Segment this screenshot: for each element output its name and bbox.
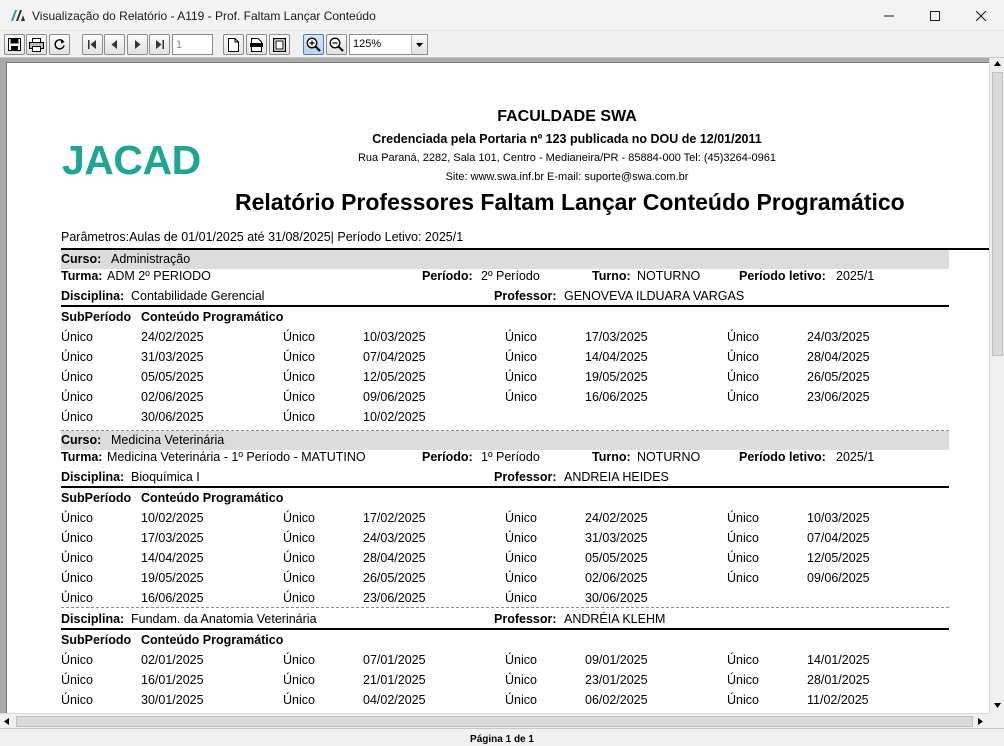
subperiodo-cell: Único (505, 350, 537, 364)
zoom-in-button[interactable] (303, 34, 324, 55)
table-row (61, 653, 949, 671)
subperiodo-cell: Único (727, 330, 759, 344)
date-cell: 07/01/2025 (363, 653, 426, 667)
professor-label: Professor: (494, 612, 557, 626)
vertical-scrollbar[interactable] (989, 58, 1004, 713)
curso-name: Administração (111, 252, 191, 266)
turma-row (61, 450, 949, 468)
save-icon (8, 38, 21, 51)
subperiodo-cell: Único (283, 551, 315, 565)
refresh-icon (53, 38, 66, 51)
date-cell: 24/02/2025 (141, 330, 204, 344)
last-page-icon (155, 40, 164, 49)
periodo-label: Período: (422, 269, 473, 283)
prev-page-icon (111, 40, 118, 49)
date-cell: 17/02/2025 (363, 511, 426, 525)
periodo-value: 1º Período (481, 450, 540, 464)
subperiodo-cell: Único (61, 551, 93, 565)
date-cell: 12/05/2025 (807, 551, 870, 565)
scroll-down-icon[interactable] (994, 703, 1001, 708)
table-header (61, 491, 949, 509)
date-cell: 16/06/2025 (585, 390, 648, 404)
section-divider (61, 607, 949, 608)
subperiodo-cell: Único (727, 551, 759, 565)
vertical-scroll-thumb[interactable] (992, 72, 1003, 356)
subperiodo-header: SubPeríodo (61, 310, 132, 324)
institution-address: Rua Paraná, 2282, Sala 101, Centro - Medianeira/PR - 85884-000 Tel: (45)3264-0961 (357, 152, 777, 164)
subperiodo-cell: Único (505, 693, 537, 707)
scrollbar-corner (989, 713, 1004, 728)
date-cell: 14/04/2025 (141, 551, 204, 565)
scroll-right-icon[interactable] (978, 718, 983, 725)
date-cell: 19/05/2025 (585, 370, 648, 384)
date-cell: 21/01/2025 (363, 673, 426, 687)
subperiodo-cell: Único (283, 571, 315, 585)
institution-site: Site: www.swa.inf.br E-mail: suporte@swa.com.br (445, 171, 689, 183)
subperiodo-cell: Único (61, 350, 93, 364)
whole-page-icon (273, 38, 286, 52)
turma-label: Turma: (61, 450, 103, 464)
turno-value: NOTURNO (637, 450, 701, 464)
date-cell: 17/03/2025 (585, 330, 648, 344)
date-cell: 10/03/2025 (807, 511, 870, 525)
date-cell: 10/03/2025 (363, 330, 426, 344)
whole-page-button[interactable] (269, 34, 290, 55)
periodo-letivo-label: Período letivo: (739, 269, 826, 283)
date-cell: 10/02/2025 (363, 410, 426, 424)
table-row (61, 693, 949, 711)
maximize-button[interactable] (912, 0, 958, 31)
date-cell: 23/01/2025 (585, 673, 648, 687)
date-cell: 28/04/2025 (363, 551, 426, 565)
professor-value: GENOVEVA ILDUARA VARGAS (564, 289, 745, 303)
periodo-letivo-label: Período letivo: (739, 450, 826, 464)
subperiodo-cell: Único (505, 531, 537, 545)
date-cell: 14/04/2025 (585, 350, 648, 364)
subperiodo-cell: Único (283, 390, 315, 404)
date-cell: 30/06/2025 (585, 591, 648, 605)
disciplina-value: Fundam. da Anatomia Veterinária (131, 612, 317, 626)
page-info: Página 1 de 1 (470, 734, 534, 745)
subperiodo-cell: Único (727, 693, 759, 707)
date-cell: 28/01/2025 (807, 673, 870, 687)
turno-label: Turno: (592, 450, 631, 464)
page-width-icon (250, 38, 263, 52)
table-row (61, 551, 949, 569)
close-icon (976, 11, 986, 21)
turma-row (61, 269, 949, 287)
curso-name: Medicina Veterinária (111, 433, 225, 447)
professor-value: ANDREIA HEIDES (564, 470, 669, 484)
print-icon (29, 38, 44, 52)
subperiodo-cell: Único (727, 673, 759, 687)
date-cell: 11/02/2025 (807, 693, 869, 707)
report-title: Relatório Professores Faltam Lançar Conteúdo Programático (235, 189, 905, 215)
subperiodo-cell: Único (505, 591, 537, 605)
professor-label: Professor: (494, 470, 557, 484)
subperiodo-cell: Único (283, 350, 315, 364)
institution-name: FACULDADE SWA (497, 108, 637, 125)
subperiodo-cell: Único (61, 591, 93, 605)
table-header (61, 310, 949, 328)
jacad-logo: JACAD (62, 137, 201, 183)
date-cell: 30/06/2025 (141, 410, 204, 424)
subperiodo-cell: Único (505, 571, 537, 585)
date-cell: 31/03/2025 (585, 531, 648, 545)
date-cell: 02/01/2025 (141, 653, 204, 667)
report-page (6, 62, 989, 713)
subperiodo-cell: Único (505, 370, 537, 384)
subperiodo-cell: Único (61, 531, 93, 545)
page-width-button[interactable] (246, 34, 267, 55)
title-bar (0, 0, 1004, 31)
subperiodo-cell: Único (283, 410, 315, 424)
disciplina-label: Disciplina: (61, 470, 125, 484)
report-viewer[interactable] (0, 58, 989, 713)
subperiodo-cell: Único (727, 571, 759, 585)
turno-value: NOTURNO (637, 269, 701, 283)
date-cell: 04/02/2025 (363, 693, 426, 707)
date-cell: 23/06/2025 (363, 591, 426, 605)
subperiodo-cell: Único (61, 330, 93, 344)
professor-label: Professor: (494, 289, 557, 303)
curso-header (61, 250, 949, 269)
subperiodo-cell: Único (283, 591, 315, 605)
minimize-button[interactable] (866, 0, 912, 31)
last-page-button[interactable] (149, 34, 170, 55)
date-cell: 09/06/2025 (807, 571, 870, 585)
subperiodo-cell: Único (61, 673, 93, 687)
date-cell: 28/04/2025 (807, 350, 870, 364)
date-cell: 06/02/2025 (585, 693, 648, 707)
subperiodo-cell: Único (727, 653, 759, 667)
periodo-letivo-value: 2025/1 (836, 269, 875, 283)
disciplina-label: Disciplina: (61, 612, 125, 626)
periodo-label: Período: (422, 450, 473, 464)
date-cell: 16/01/2025 (141, 673, 204, 687)
disciplina-label: Disciplina: (61, 289, 125, 303)
subperiodo-cell: Único (505, 511, 537, 525)
date-cell: 07/04/2025 (363, 350, 426, 364)
subperiodo-cell: Único (727, 370, 759, 384)
table-row (61, 350, 949, 368)
subperiodo-header: SubPeríodo (61, 491, 132, 505)
conteudo-header: Conteúdo Programático (141, 310, 284, 324)
table-row (61, 531, 949, 549)
subperiodo-cell: Único (61, 410, 93, 424)
zoom-select[interactable] (349, 34, 428, 55)
subperiodo-cell: Único (505, 653, 537, 667)
turno-label: Turno: (592, 269, 631, 283)
date-cell: 02/06/2025 (585, 571, 648, 585)
table-divider (61, 305, 949, 307)
window-title: Visualização do Relatório - A119 - Prof. Faltam Lançar Conteúdo (32, 9, 376, 23)
page-number-input[interactable] (172, 34, 213, 55)
date-cell: 26/05/2025 (363, 571, 426, 585)
subperiodo-cell: Único (283, 511, 315, 525)
date-cell: 02/06/2025 (141, 390, 204, 404)
subperiodo-cell: Único (505, 390, 537, 404)
table-row (61, 410, 949, 428)
date-cell: 26/05/2025 (807, 370, 870, 384)
table-row (61, 370, 949, 388)
next-page-button[interactable] (127, 34, 148, 55)
horizontal-scrollbar[interactable] (0, 713, 989, 728)
subperiodo-cell: Único (283, 531, 315, 545)
curso-label: Curso: (61, 433, 102, 447)
date-cell: 05/05/2025 (141, 370, 204, 384)
conteudo-header: Conteúdo Programático (141, 491, 284, 505)
subperiodo-cell: Único (61, 653, 93, 667)
table-header (61, 633, 949, 651)
subperiodo-cell: Único (283, 370, 315, 384)
scroll-up-icon[interactable] (994, 61, 1001, 66)
toolbar (0, 31, 1004, 58)
date-cell: 19/05/2025 (141, 571, 204, 585)
subperiodo-cell: Único (727, 390, 759, 404)
professor-value: ANDRÉIA KLEHM (564, 612, 666, 626)
subperiodo-cell: Único (283, 673, 315, 687)
save-button[interactable] (4, 34, 25, 55)
table-row (61, 673, 949, 691)
maximize-icon (930, 11, 940, 21)
first-page-icon (88, 40, 97, 49)
date-cell: 31/03/2025 (141, 350, 204, 364)
turma-value: ADM 2º PERIODO (107, 269, 211, 283)
turma-label: Turma: (61, 269, 103, 283)
curso-header (61, 431, 949, 450)
table-divider (61, 486, 949, 488)
zoom-out-button[interactable] (326, 34, 347, 55)
date-cell: 09/06/2025 (363, 390, 426, 404)
subperiodo-cell: Único (61, 571, 93, 585)
table-row (61, 511, 949, 529)
first-page-button[interactable] (82, 34, 103, 55)
conteudo-header: Conteúdo Programático (141, 633, 284, 647)
table-row (61, 571, 949, 589)
periodo-value: 2º Período (481, 269, 540, 283)
single-page-button[interactable] (223, 34, 244, 55)
institution-credential: Credenciada pela Portaria nº 123 publicada no DOU de 12/01/2011 (372, 132, 762, 146)
subperiodo-cell: Único (727, 511, 759, 525)
subperiodo-cell: Único (283, 693, 315, 707)
disciplina-value: Contabilidade Gerencial (131, 289, 265, 303)
table-divider (61, 628, 949, 630)
next-page-icon (134, 40, 141, 49)
subperiodo-cell: Único (61, 693, 93, 707)
zoom-value: 125% (353, 38, 382, 50)
table-row (61, 390, 949, 408)
date-cell: 30/01/2025 (141, 693, 204, 707)
date-cell: 16/06/2025 (141, 591, 204, 605)
subperiodo-cell: Único (727, 350, 759, 364)
table-row (61, 330, 949, 348)
subperiodo-header: SubPeríodo (61, 633, 132, 647)
prev-page-button[interactable] (104, 34, 125, 55)
curso-label: Curso: (61, 252, 102, 266)
date-cell: 09/01/2025 (585, 653, 648, 667)
date-cell: 10/02/2025 (141, 511, 204, 525)
date-cell: 12/05/2025 (363, 370, 426, 384)
jacad-logo-icon (10, 8, 26, 22)
zoom-dropdown-button[interactable] (411, 35, 427, 54)
report-parameters: Parâmetros:Aulas de 01/01/2025 até 31/08/2025| Período Letivo: 2025/1 (61, 230, 464, 244)
subperiodo-cell: Único (283, 330, 315, 344)
subperiodo-cell: Único (505, 551, 537, 565)
subperiodo-cell: Único (505, 330, 537, 344)
subperiodo-cell: Único (61, 390, 93, 404)
periodo-letivo-value: 2025/1 (836, 450, 875, 464)
status-bar (0, 728, 1004, 746)
refresh-button[interactable] (49, 34, 70, 55)
subperiodo-cell: Único (61, 370, 93, 384)
zoom-in-icon (306, 37, 321, 52)
date-cell: 24/03/2025 (807, 330, 870, 344)
date-cell: 07/04/2025 (807, 531, 870, 545)
close-button[interactable] (958, 0, 1004, 31)
date-cell: 24/02/2025 (585, 511, 648, 525)
date-cell: 14/01/2025 (807, 653, 870, 667)
disciplina-value: Bioquímica I (131, 470, 200, 484)
date-cell: 24/03/2025 (363, 531, 426, 545)
zoom-out-icon (329, 37, 344, 52)
date-cell: 23/06/2025 (807, 390, 870, 404)
print-button[interactable] (26, 34, 47, 55)
date-cell: 05/05/2025 (585, 551, 648, 565)
subperiodo-cell: Único (505, 673, 537, 687)
minimize-icon (884, 11, 894, 21)
turma-value: Medicina Veterinária - 1º Período - MATUTINO (107, 450, 366, 464)
subperiodo-cell: Único (61, 511, 93, 525)
chevron-down-icon (416, 43, 423, 47)
single-page-icon (228, 38, 239, 52)
scroll-left-icon[interactable] (4, 718, 9, 725)
date-cell: 17/03/2025 (141, 531, 204, 545)
horizontal-scroll-thumb[interactable] (16, 716, 973, 727)
subperiodo-cell: Único (283, 653, 315, 667)
subperiodo-cell: Único (727, 531, 759, 545)
